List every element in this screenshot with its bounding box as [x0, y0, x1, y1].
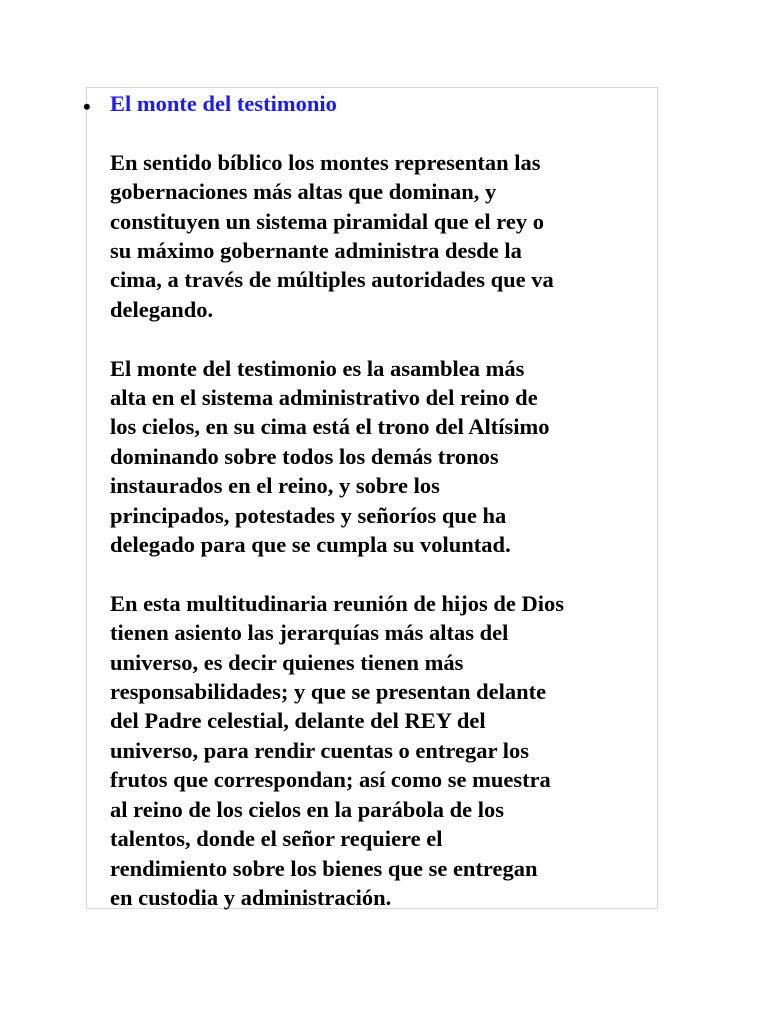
- paragraph-2: El monte del testimonio es la asamblea más alta en el sistema administrativo del reino de los cielos, en su cima está el trono del Altísimo dominando sobre todos los demás tronos instaurados en el reino, y sobre los principados, potestades y señoríos que ha delegado para que se cumpla su voluntad.: [110, 355, 550, 558]
- document-body: [110, 89, 660, 912]
- paragraph-3: En esta multitudinaria reunión de hijos de Dios tienen asiento las jerarquías más altas del universo, es decir quienes tienen más responsabilidades; y que se presentan delante del Padre celestial, delante del REY del universo, para rendir cuentas o entregar los frutos que correspondan; así como se muestra al reino de los cielos en la parábola de los talentos, donde el señor requiere el rendimiento sobre los bienes que se entregan en custodia y administración.: [110, 590, 565, 910]
- list-bullet: •: [83, 94, 91, 119]
- paragraph-1: En sentido bíblico los montes representan las gobernaciones más altas que dominan, y constituyen un sistema piramidal que el rey o su máximo gobernante administra desde la cima, a través de múltiples autoridades que va delegando.: [110, 149, 554, 322]
- section-title: El monte del testimonio: [110, 91, 337, 116]
